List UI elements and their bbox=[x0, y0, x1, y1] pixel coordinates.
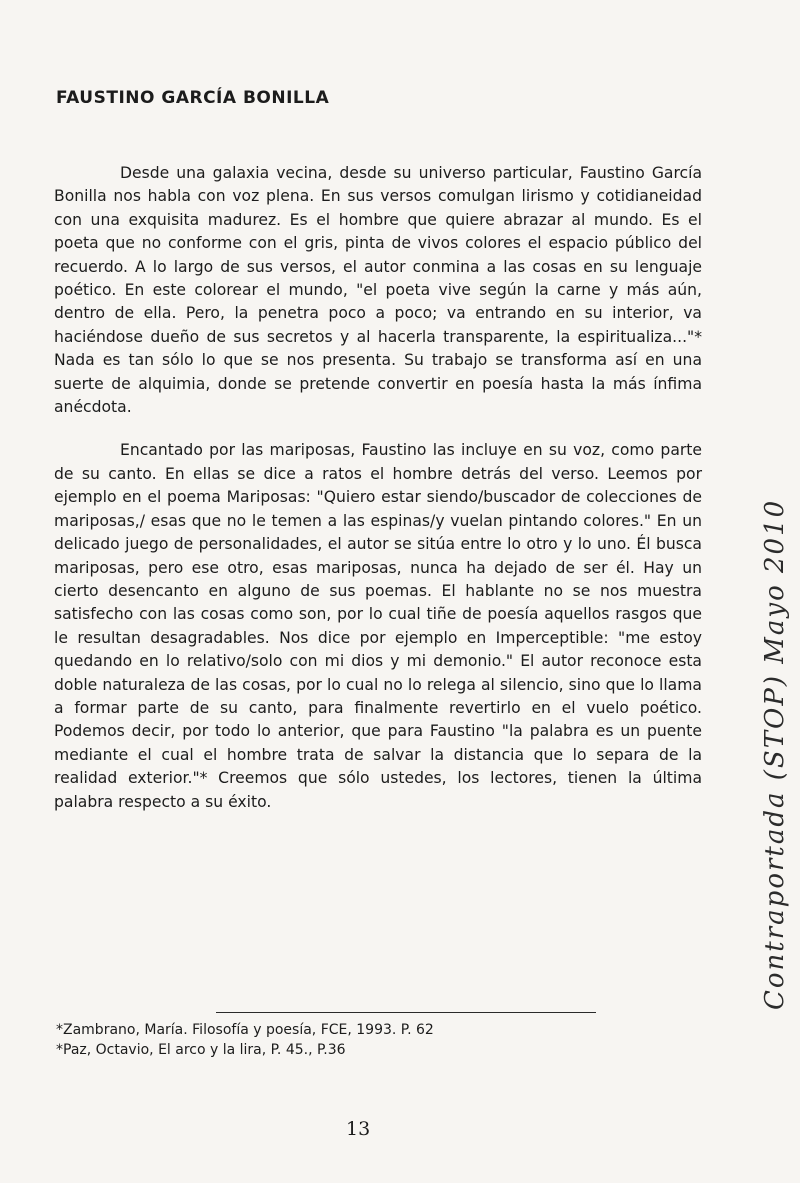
body-text bbox=[54, 162, 702, 814]
footnote-1: *Zambrano, María. Filosofía y poesía, FCE, 1993. P. 62 bbox=[56, 1022, 434, 1038]
page-number: 13 bbox=[346, 1118, 371, 1140]
footnote-divider bbox=[216, 1012, 596, 1013]
handwritten-margin-note: Contraportada (STOP) Mayo 2010 bbox=[760, 498, 790, 1010]
page-title: FAUSTINO GARCÍA BONILLA bbox=[56, 88, 330, 108]
footnote-2: *Paz, Octavio, El arco y la lira, P. 45., P.36 bbox=[56, 1042, 346, 1058]
paragraph-1: Desde una galaxia vecina, desde su universo particular, Faustino García Bonilla nos habla con voz plena. En sus versos comulgan lirismo y cotidianeidad con una exquisita madurez. Es el hombre que quiere abrazar al mundo. Es el poeta que no conforme con el gris, pinta de vivos colores el espacio público del recuerdo. A lo largo de sus versos, el autor conmina a las cosas en su lenguaje poético. En este colorear el mundo, "el poeta vive según la carne y más aún, dentro de ella. Pero, la penetra poco a poco; va entrando en su interior, va haciéndose dueño de sus secretos y al hacerla transparente, la espiritualiza..."* Nada es tan sólo lo que se nos presenta. Su trabajo se transforma así en una suerte de alquimia, donde se pretende convertir en poesía hasta la más ínfima anécdota. bbox=[54, 164, 702, 417]
paragraph-2: Encantado por las mariposas, Faustino las incluye en su voz, como parte de su canto. En ellas se dice a ratos el hombre detrás del verso. Leemos por ejemplo en el poema Mariposas: "Quiero estar siendo/buscador de colecciones de mariposas,/ esas que no le temen a las espinas/y vuelan pintando colores." En un delicado juego de personalidades, el autor se sitúa entre lo otro y lo uno. Él busca mariposas, pero ese otro, esas mariposas, nunca ha dejado de ser él. Hay un cierto desencanto en alguno de sus poemas. El hablante no se nos muestra satisfecho con las cosas como son, por lo cual tiñe de poesía aquellos rasgos que le resultan desagradables. Nos dice por ejemplo en Imperceptible: "me estoy quedando en lo relativo/solo con mi dios y mi demonio." El autor reconoce esta doble naturaleza de las cosas, por lo cual no lo relega al silencio, sino que lo llama a formar parte de su canto, para finalmente revertirlo en el vuelo poético. Podemos decir, por todo lo anterior, que para Faustino "la palabra es un puente mediante el cual el hombre trata de salvar la distancia que lo separa de la realidad exterior."* Creemos que sólo ustedes, los lectores, tienen la última palabra respecto a su éxito. bbox=[54, 441, 702, 811]
footnotes bbox=[56, 1020, 656, 1060]
